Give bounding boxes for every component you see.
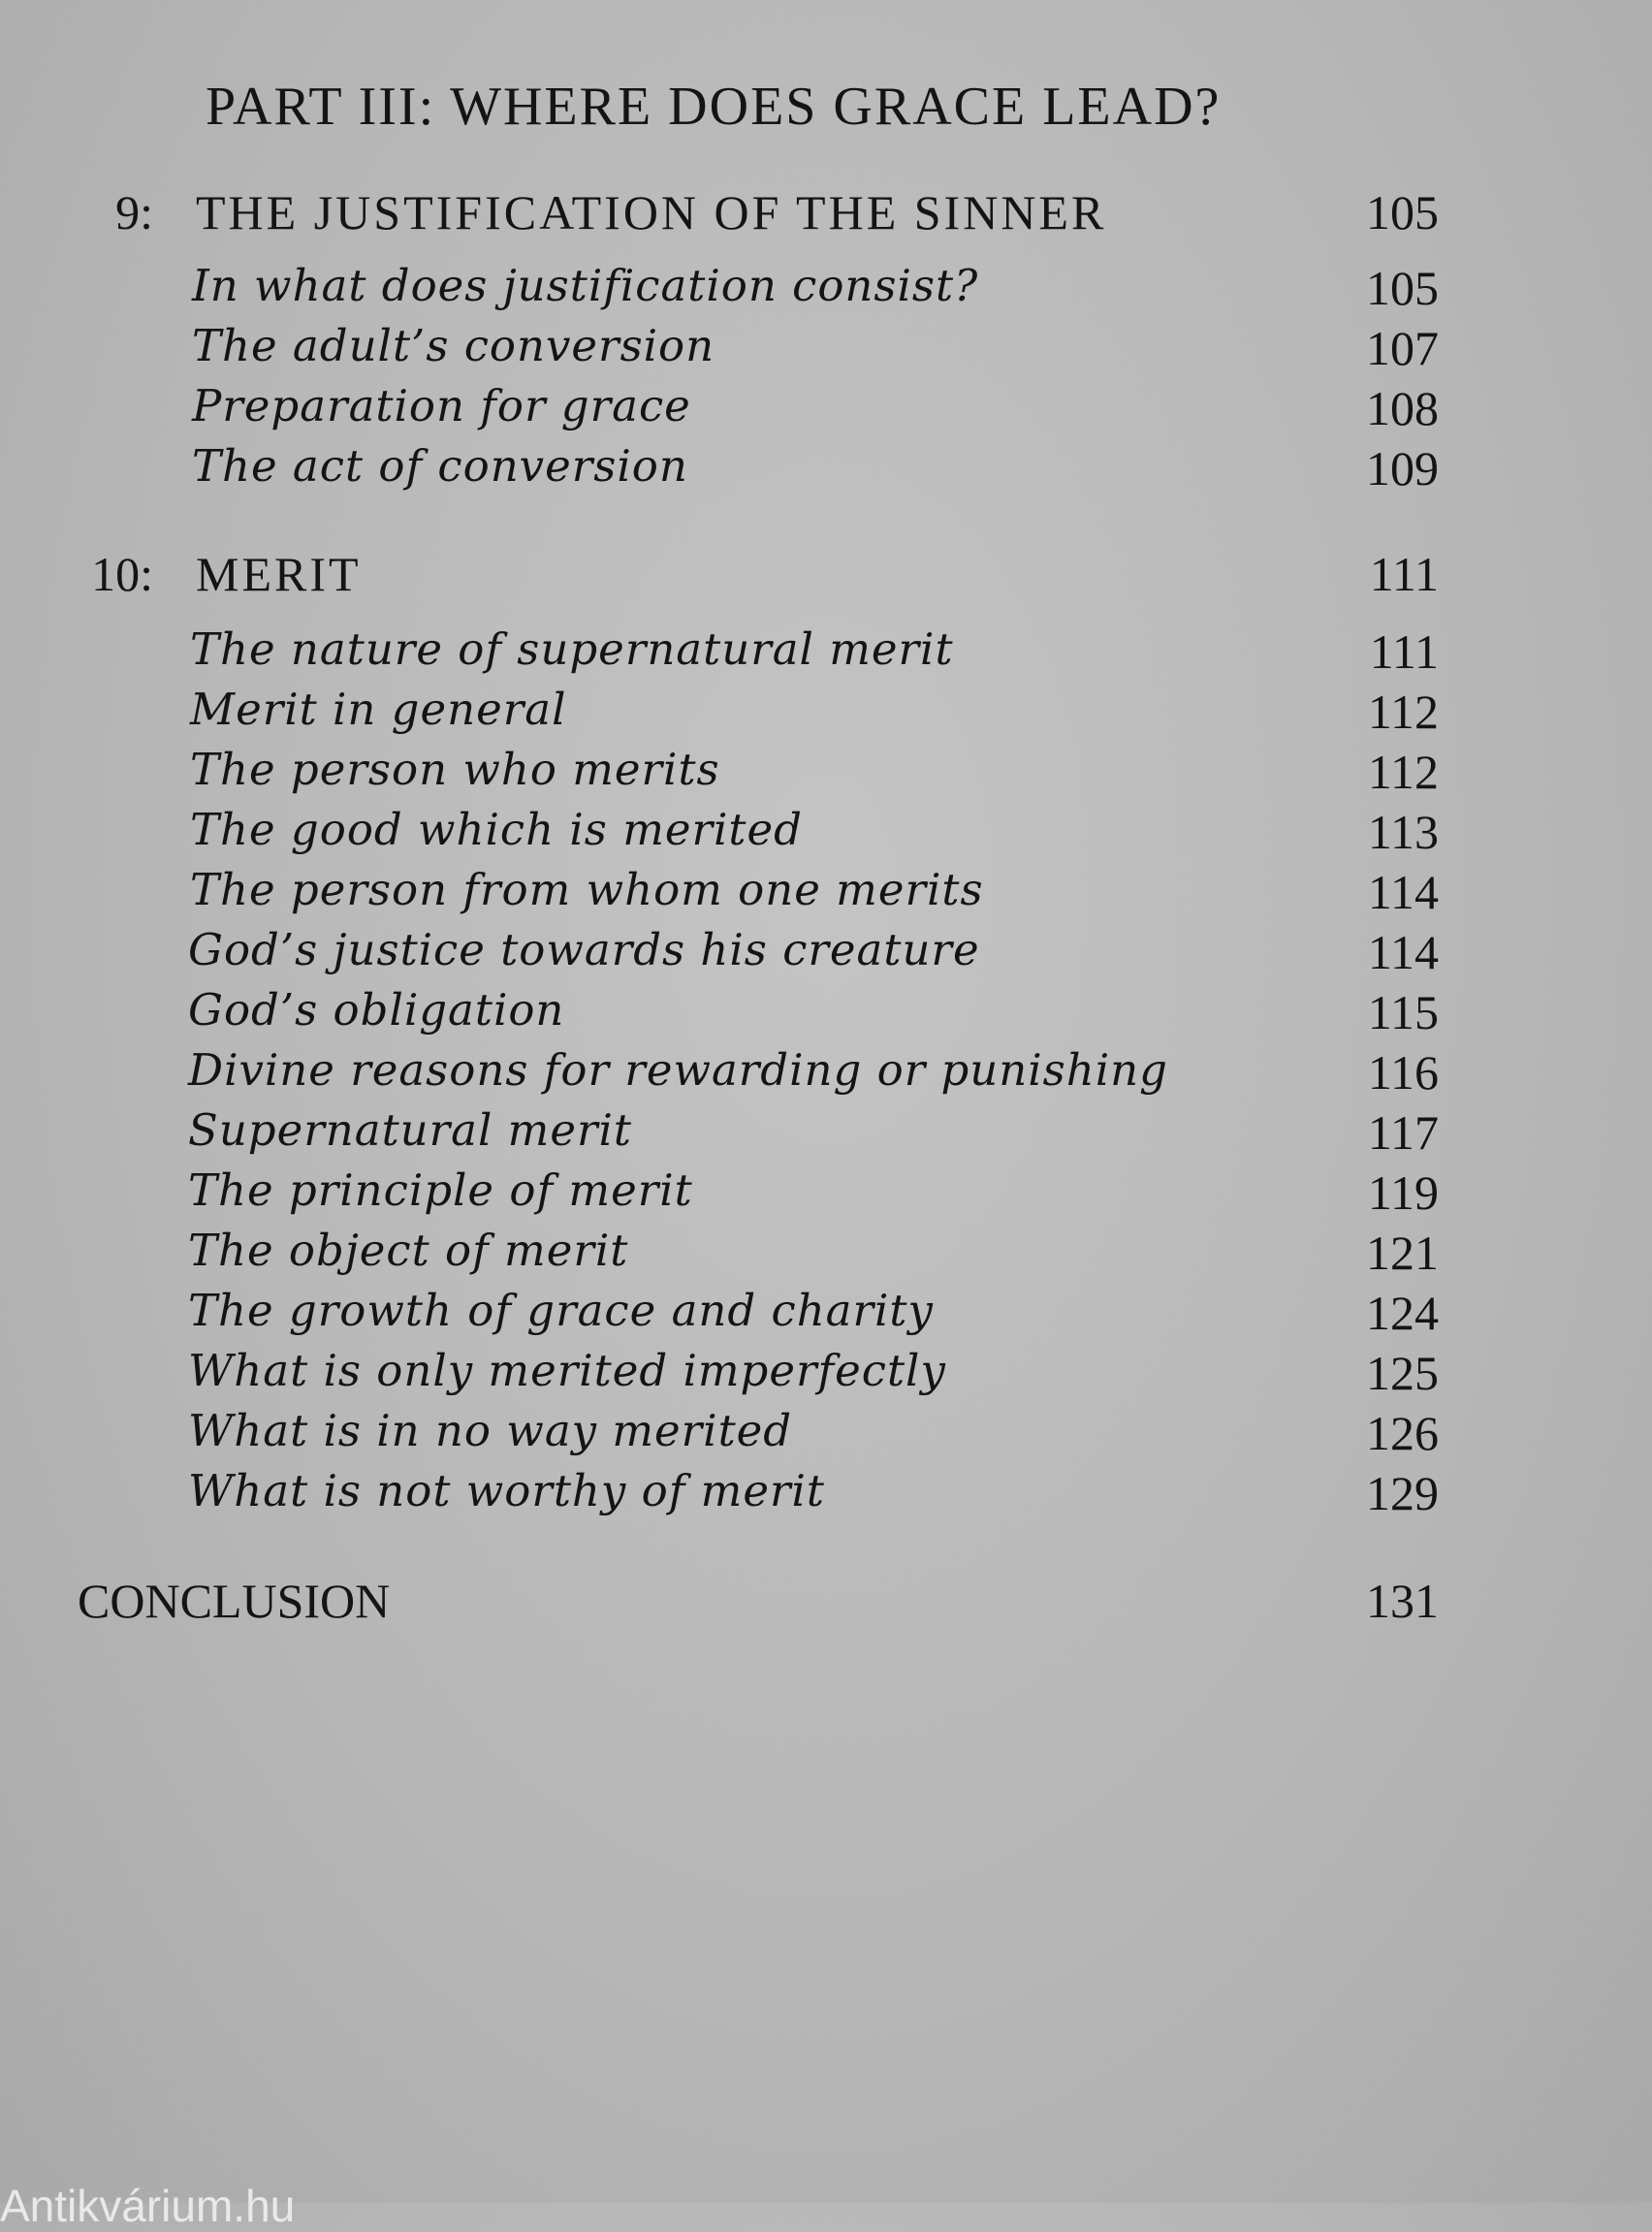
entry-title: What is only merited imperfectly <box>188 1345 946 1396</box>
toc-entry <box>0 1405 1652 1463</box>
entry-page: 117 <box>1367 1105 1439 1160</box>
entry-title: The act of conversion <box>192 440 688 492</box>
entry-page: 105 <box>1366 261 1439 315</box>
toc-entry <box>0 744 1652 802</box>
entry-page: 111 <box>1369 624 1439 679</box>
entry-title: The person from whom one merits <box>190 864 984 915</box>
entry-page: 112 <box>1367 745 1439 799</box>
chapter-page: 111 <box>1369 547 1439 601</box>
toc-entry <box>0 1225 1652 1283</box>
entry-title: God’s obligation <box>188 984 565 1036</box>
entry-page: 129 <box>1366 1466 1439 1520</box>
entry-title: The good which is merited <box>190 804 803 855</box>
toc-entry <box>0 1345 1652 1403</box>
entry-title: Merit in general <box>190 684 567 735</box>
entry-title: The object of merit <box>188 1225 629 1276</box>
entry-title: What is not worthy of merit <box>188 1465 825 1516</box>
entry-title: The person who merits <box>190 744 720 795</box>
entry-page: 119 <box>1367 1165 1439 1220</box>
chapter-number: 9: <box>115 185 153 239</box>
entry-title: The nature of supernatural merit <box>190 623 954 675</box>
chapter-page: 105 <box>1366 185 1439 239</box>
entry-title: What is in no way merited <box>188 1405 793 1456</box>
toc-entry <box>0 1164 1652 1223</box>
entry-page: 125 <box>1366 1346 1439 1400</box>
toc-entry <box>0 320 1652 378</box>
toc-entry <box>0 380 1652 438</box>
toc-entry <box>0 804 1652 862</box>
toc-entry <box>0 260 1652 318</box>
entry-page: 124 <box>1366 1286 1439 1340</box>
toc-entry <box>0 1104 1652 1163</box>
entry-page: 121 <box>1366 1226 1439 1280</box>
conclusion-title: CONCLUSION <box>78 1574 391 1628</box>
entry-page: 116 <box>1367 1045 1439 1100</box>
toc-entry <box>0 440 1652 498</box>
entry-title: Divine reasons for rewarding or punishing <box>188 1044 1168 1096</box>
toc-entry <box>0 1465 1652 1523</box>
entry-title: Supernatural merit <box>188 1104 632 1156</box>
chapter-title: THE JUSTIFICATION OF THE SINNER <box>196 185 1107 239</box>
entry-title: In what does justification consist? <box>192 260 979 311</box>
watermark: Antikvárium.hu <box>0 2181 296 2231</box>
entry-page: 109 <box>1366 441 1439 495</box>
toc-entry <box>0 1044 1652 1102</box>
toc-entry <box>0 864 1652 922</box>
toc-entry <box>0 623 1652 682</box>
entry-title: The growth of grace and charity <box>188 1285 934 1336</box>
conclusion-row <box>0 1573 1652 1631</box>
chapter-title: MERIT <box>196 547 362 601</box>
chapter-number: 10: <box>91 547 153 601</box>
entry-page: 107 <box>1366 321 1439 375</box>
entry-page: 115 <box>1367 985 1439 1039</box>
entry-title: The principle of merit <box>188 1164 693 1216</box>
entry-page: 126 <box>1366 1406 1439 1460</box>
entry-page: 114 <box>1367 925 1439 979</box>
entry-title: God’s justice towards his creature <box>188 924 980 975</box>
part-title: PART III: WHERE DOES GRACE LEAD? <box>206 77 1222 137</box>
entry-title: The adult’s conversion <box>192 320 715 371</box>
entry-page: 113 <box>1367 805 1439 859</box>
entry-page: 108 <box>1366 381 1439 435</box>
entry-page: 114 <box>1367 865 1439 919</box>
chapter-heading <box>0 546 1652 604</box>
toc-entry <box>0 1285 1652 1343</box>
entry-title: Preparation for grace <box>192 380 691 431</box>
toc-entry <box>0 984 1652 1042</box>
toc-entry <box>0 684 1652 742</box>
chapter-heading <box>0 184 1652 242</box>
conclusion-page: 131 <box>1366 1574 1439 1628</box>
entry-page: 112 <box>1367 685 1439 739</box>
toc-entry <box>0 924 1652 982</box>
